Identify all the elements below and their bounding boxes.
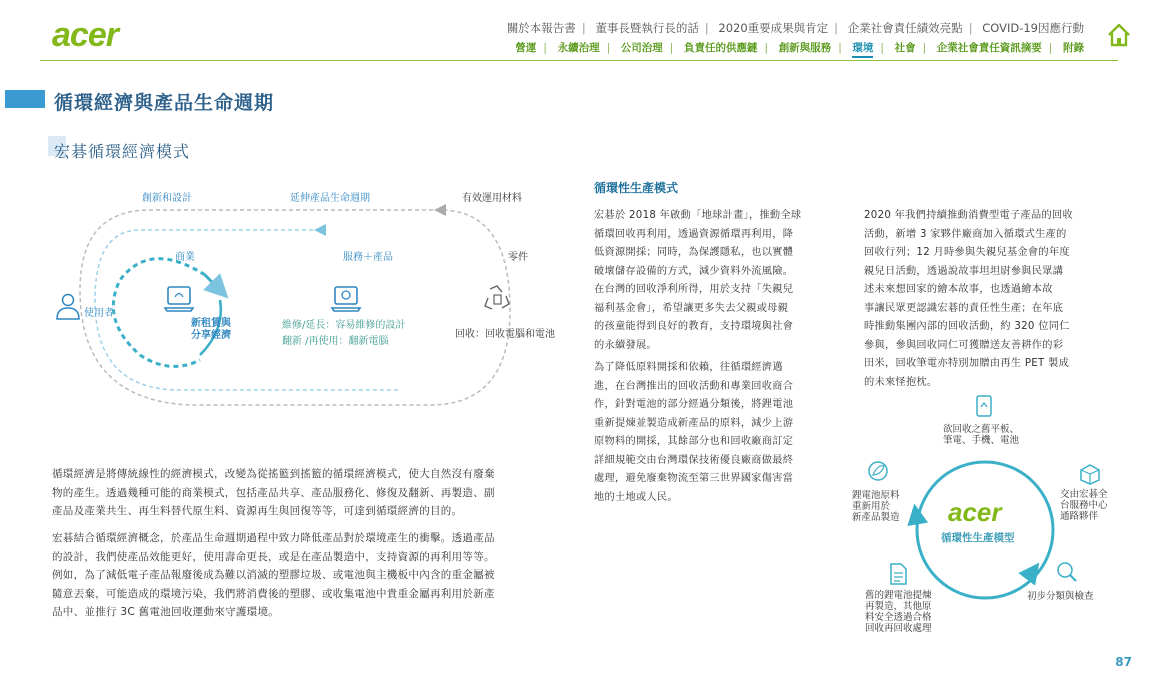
text-line: 低資源開採；同時，為保護隱私，也以實體 bbox=[594, 247, 794, 258]
cycle-line: 通路夥伴 bbox=[1060, 511, 1099, 522]
delivery-box-icon bbox=[1078, 462, 1102, 486]
inspect-icon bbox=[1055, 560, 1079, 584]
page-number: 87 bbox=[1115, 655, 1132, 669]
section-subtitle: 宏碁循環經濟模式 bbox=[54, 142, 191, 161]
cycle-line: 舊的鋰電池提煉 bbox=[865, 590, 932, 601]
text-line: 田米，回收筆電亦特別加贈由再生 PET 製成 bbox=[864, 358, 1070, 369]
nav-tab[interactable]: 企業社會責任資訊摘要 bbox=[936, 42, 1042, 54]
text-line: 的未來怪抱枕。 bbox=[864, 376, 938, 388]
nav-tab[interactable]: 負責任的供應鏈 bbox=[683, 42, 758, 54]
intro-paragraph bbox=[52, 465, 572, 521]
label-service-product: 服務＋產品 bbox=[343, 252, 393, 263]
repair-laptop-icon bbox=[330, 284, 362, 314]
text-line: 述未來想回家的繪本故事，也透過繪本故 bbox=[864, 284, 1053, 295]
text-line: 原物料的開採，其餘部分也和回收廠商訂定 bbox=[594, 436, 794, 447]
text-line: 時推動集團內部的回收活動，約 320 位同仁 bbox=[864, 321, 1070, 332]
text-line: 的孩童能得到良好的教育，支持環境與社會 bbox=[594, 321, 794, 332]
laptop-icon bbox=[163, 284, 195, 314]
text-line: 為了降低原料開採和依賴，往循環經濟邁 bbox=[594, 362, 783, 373]
text-line: 品中、並推行 3C 舊電池回收運動來守護環境。 bbox=[52, 606, 280, 618]
text-line: 循環回收再利用，透過資源循環再利用，降 bbox=[594, 228, 794, 240]
cycle-line: 台服務中心 bbox=[1060, 500, 1108, 511]
label-user: 使用者 bbox=[84, 308, 114, 319]
text-line: 作，針對電池的部分經過分類後，將鋰電池 bbox=[594, 399, 794, 410]
title-bar-decoration bbox=[5, 90, 45, 108]
cycle-line: 欲回收之舊平板、 bbox=[943, 424, 1020, 435]
text-line: 產品及產業共生、再生料替代原生料、資源再生與回復等等，可達到循環經濟的目的。 bbox=[52, 505, 463, 517]
label-extend-lifecycle: 延伸產品生命週期 bbox=[290, 193, 370, 204]
nav-link[interactable]: 董事長暨執行長的話 bbox=[595, 21, 699, 35]
label-parts: 零件 bbox=[508, 252, 528, 263]
concept-paragraph bbox=[52, 529, 572, 622]
leaf-icon bbox=[867, 460, 889, 482]
nav-link[interactable]: 企業社會責任績效亮點 bbox=[847, 21, 963, 35]
project-paragraph bbox=[594, 207, 844, 355]
section-nav: 營運 | 永續治理 | 公司治理 | 負責任的供應鏈 | 創新與服務 | 環境 | 社會 | 企業社會責任資訊摘要 | 附錄 bbox=[515, 40, 1084, 55]
section-heading: 循環性生產模式 bbox=[594, 181, 679, 195]
text-line: 在台灣的回收淨利所得，用於支持「失親兒 bbox=[594, 284, 794, 295]
top-nav: 關於本報告書 | 董事長暨執行長的話 | 2020重要成果與肯定 | 企業社會責任績效亮點 | COVID-19因應行動 bbox=[506, 21, 1084, 35]
cycle-center-label: 循環性生產模型 bbox=[941, 532, 1015, 544]
cycle-line: 鋰電池原料 bbox=[852, 490, 900, 501]
nav-tab[interactable]: 公司治理 bbox=[620, 42, 663, 54]
text-line: 例如，為了減低電子產品報廢後成為難以消滅的塑膠垃圾、或電池與主機板中內含的重金屬被 bbox=[52, 569, 495, 581]
document-icon bbox=[887, 562, 909, 586]
label-lease-share bbox=[191, 318, 231, 342]
label-innovation-design: 創新和設計 bbox=[142, 193, 192, 204]
text-line: 重新提煉並製造成新產品的原料，減少上游 bbox=[594, 417, 794, 429]
cycle-step-refine bbox=[865, 590, 932, 634]
text-line: 的設計，我們使產品效能更好，使用壽命更長，或是在產品製造中，支持資源的再利用等等。 bbox=[52, 550, 495, 563]
cycle-step-reuse bbox=[852, 490, 900, 523]
text-line: 宏碁於 2018 年啟動「地球計畫」，推動全球 bbox=[594, 210, 802, 221]
cycle-acer-logo: acer bbox=[948, 497, 1002, 527]
acer-logo[interactable]: acer bbox=[52, 16, 118, 54]
cycle-step-service bbox=[1060, 489, 1108, 522]
text-line: 2020 年我們持續推動消費型電子產品的回收 bbox=[864, 210, 1073, 221]
outer-loop bbox=[80, 210, 510, 405]
cycle-line: 筆電、手機、電池 bbox=[943, 435, 1020, 446]
text-line: 詳細規範交由台灣環保技術優良廠商做最終 bbox=[594, 454, 794, 466]
label-recycle: 回收：回收電腦和電池 bbox=[455, 329, 555, 340]
label-business: 商業 bbox=[175, 252, 195, 263]
cycle-line: 重新用於 bbox=[852, 501, 891, 512]
cycle-step-sort: 初步分類與檢查 bbox=[1027, 591, 1094, 602]
tablet-recycle-icon bbox=[972, 394, 996, 418]
text-line: 活動，新增 3 家夥伴廠商加入循環式生產的 bbox=[864, 228, 1067, 240]
nav-tab[interactable]: 創新與服務 bbox=[778, 42, 832, 54]
page-title: 循環經濟與產品生命週期 bbox=[54, 92, 275, 114]
text-line: 進，在台灣推出的回收活動和專業回收商合 bbox=[594, 380, 794, 392]
cycle-line: 料安全透過合格 bbox=[865, 612, 932, 623]
circular-economy-diagram bbox=[40, 180, 600, 420]
text-line: 宏碁結合循環經濟概念，於產品生命週期過程中致力降低產品對於環境產生的衝擊。透過產品 bbox=[52, 532, 495, 544]
nav-tab[interactable]: 永續治理 bbox=[557, 42, 600, 54]
inner-loop-head bbox=[205, 275, 220, 290]
text-line: 的永續發展。 bbox=[594, 339, 657, 351]
text-line: 參與，參與回收同仁可獲贈送友善耕作的彩 bbox=[864, 339, 1064, 351]
nav-link[interactable]: COVID-19因應行動 bbox=[982, 21, 1084, 35]
activity-paragraph bbox=[864, 207, 1114, 392]
label-refurbish: 翻新 /再使用：翻新電腦 bbox=[282, 336, 389, 347]
nav-tab[interactable]: 社會 bbox=[894, 42, 916, 54]
home-icon[interactable] bbox=[1106, 22, 1132, 48]
cycle-line: 再製造，其他原 bbox=[865, 601, 932, 612]
text-line: 處理，避免廢棄物流至第三世界國家傷害當 bbox=[594, 473, 794, 484]
text-line: 破壞儲存設備的方式，減少資料外流風險。 bbox=[594, 265, 794, 277]
nav-tab-active[interactable]: 環境 bbox=[852, 42, 873, 58]
label-line: 分享經濟 bbox=[191, 330, 231, 341]
nav-tab[interactable]: 附錄 bbox=[1063, 42, 1084, 54]
battery-paragraph bbox=[594, 359, 844, 507]
cycle-line: 回收再回收處理 bbox=[865, 623, 932, 634]
user-icon bbox=[55, 292, 81, 320]
text-line: 親兒日活動，透過說故事坦坦尉參與民眾講 bbox=[864, 265, 1064, 277]
text-line: 物的產生。透過幾種可能的商業模式，包括產品共享、產品服務化、修復及翻新、再製造、副 bbox=[52, 486, 495, 499]
text-line: 事讓民眾更認識宏碁的責任性生產；在年底 bbox=[864, 302, 1064, 314]
nav-link[interactable]: 2020重要成果與肯定 bbox=[718, 21, 829, 35]
label-line: 新租賃與 bbox=[191, 318, 231, 329]
text-line: 回收行列；12 月時參與失親兒基金會的年度 bbox=[864, 247, 1070, 258]
text-line: 循環經濟是將傳統線性的經濟模式，改變為從搖籃到搖籃的循環經濟模式，使大自然沒有廢棄 bbox=[52, 468, 495, 480]
label-efficient-material: 有效運用材料 bbox=[462, 193, 522, 204]
cycle-step-collect bbox=[943, 424, 1019, 446]
text-line: 地的土地或人民。 bbox=[594, 491, 678, 503]
cycle-line: 交由宏碁全 bbox=[1060, 489, 1108, 500]
recycle-icon bbox=[480, 284, 514, 314]
nav-tab[interactable]: 營運 bbox=[515, 42, 537, 54]
text-line: 福利基金會」，希望讓更多失去父親或母親 bbox=[594, 302, 789, 314]
header-divider bbox=[40, 60, 1118, 61]
cycle-line: 新產品製造 bbox=[852, 512, 900, 523]
nav-link[interactable]: 關於本報告書 bbox=[506, 21, 576, 35]
text-line: 隨意丟棄，可能造成的環境污染，我們將消費後的塑膠、或收集電池中貴重金屬再利用於新產 bbox=[52, 587, 495, 600]
label-repair: 維修/延長：容易維修的設計 bbox=[282, 320, 406, 331]
